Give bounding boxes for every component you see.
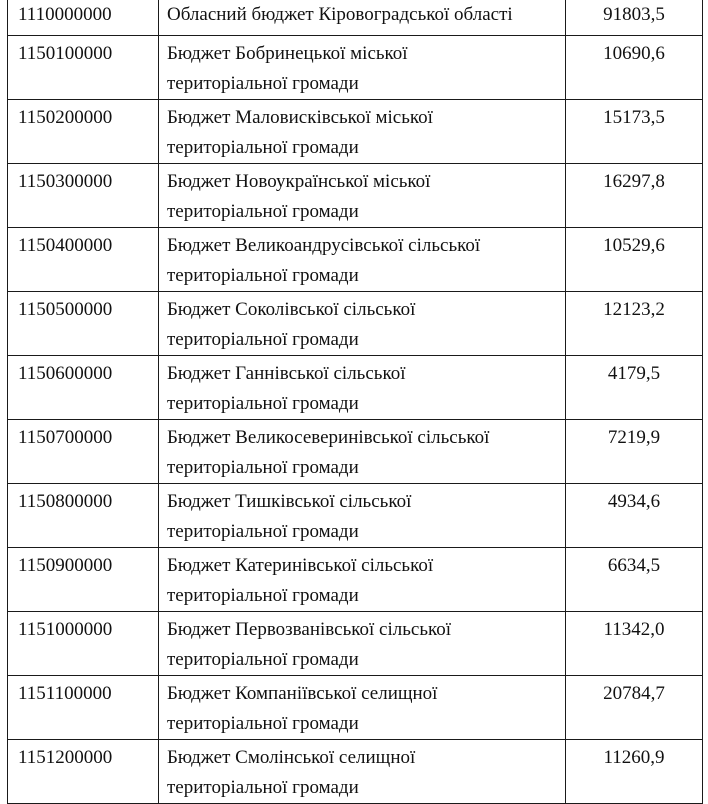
budget-name [159, 676, 566, 740]
budget-name-line-1: Бюджет Ганнівської сільської [167, 363, 406, 384]
budget-name [159, 0, 566, 36]
budget-name [159, 548, 566, 612]
budget-name-line-2: територіальної громади [167, 649, 359, 670]
budget-amount: 10529,6 [566, 228, 703, 292]
budget-amount: 16297,8 [566, 164, 703, 228]
budget-name-line-1: Бюджет Первозванівської сільської [167, 619, 452, 640]
budget-name-line-2: територіальної громади [167, 137, 359, 158]
table-row [8, 356, 703, 420]
budget-name-line-1: Обласний бюджет Кіровоградської області [167, 4, 513, 25]
budget-code: 1150100000 [8, 36, 159, 100]
budget-name [159, 420, 566, 484]
budget-name-line-2: територіальної громади [167, 521, 359, 542]
budget-code: 1150200000 [8, 100, 159, 164]
budget-name [159, 356, 566, 420]
table-row [8, 0, 703, 36]
budget-table [7, 0, 703, 804]
budget-amount: 6634,5 [566, 548, 703, 612]
table-row [8, 100, 703, 164]
budget-name [159, 164, 566, 228]
table-row [8, 164, 703, 228]
budget-name-line-1: Бюджет Бобринецької міської [167, 43, 408, 64]
table-row [8, 420, 703, 484]
budget-name-line-2: територіальної громади [167, 73, 359, 94]
budget-code: 1150900000 [8, 548, 159, 612]
budget-code: 1150400000 [8, 228, 159, 292]
budget-name-line-2: територіальної громади [167, 265, 359, 286]
budget-name-line-2: територіальної громади [167, 585, 359, 606]
budget-name [159, 612, 566, 676]
budget-name-line-1: Бюджет Соколівської сільської [167, 299, 416, 320]
budget-name [159, 36, 566, 100]
budget-name [159, 292, 566, 356]
table-row [8, 228, 703, 292]
budget-name [159, 228, 566, 292]
budget-amount: 4179,5 [566, 356, 703, 420]
budget-name [159, 484, 566, 548]
table-row [8, 548, 703, 612]
budget-name-line-2: територіальної громади [167, 329, 359, 350]
budget-name-line-1: Бюджет Великоандрусівської сільської [167, 235, 481, 256]
budget-name [159, 100, 566, 164]
table-row [8, 676, 703, 740]
budget-amount: 4934,6 [566, 484, 703, 548]
budget-name-line-1: Бюджет Новоукраїнської міської [167, 171, 431, 192]
budget-name-line-1: Бюджет Смолінської селищної [167, 747, 416, 768]
table-row [8, 740, 703, 804]
budget-amount: 11260,9 [566, 740, 703, 804]
budget-name-line-1: Бюджет Компаніївської селищної [167, 683, 438, 704]
budget-amount: 7219,9 [566, 420, 703, 484]
budget-code: 1150600000 [8, 356, 159, 420]
budget-code: 1150500000 [8, 292, 159, 356]
budget-name-line-2: територіальної громади [167, 713, 359, 734]
budget-amount: 15173,5 [566, 100, 703, 164]
budget-name-line-2: територіальної громади [167, 201, 359, 222]
table-row [8, 36, 703, 100]
table-row [8, 292, 703, 356]
budget-name-line-1: Бюджет Великосеверинівської сільської [167, 427, 490, 448]
budget-code: 1150800000 [8, 484, 159, 548]
budget-name-line-1: Бюджет Тишківської сільської [167, 491, 412, 512]
table-row [8, 484, 703, 548]
budget-name-line-2: територіальної громади [167, 393, 359, 414]
budget-amount: 11342,0 [566, 612, 703, 676]
budget-name [159, 740, 566, 804]
budget-code: 1151100000 [8, 676, 159, 740]
budget-code: 1150700000 [8, 420, 159, 484]
budget-name-line-1: Бюджет Катеринівської сільської [167, 555, 434, 576]
budget-name-line-2: територіальної громади [167, 777, 359, 798]
budget-code: 1150300000 [8, 164, 159, 228]
budget-amount: 10690,6 [566, 36, 703, 100]
budget-code: 1151000000 [8, 612, 159, 676]
budget-amount: 91803,5 [566, 0, 703, 36]
budget-name-line-1: Бюджет Маловисківської міської [167, 107, 433, 128]
budget-amount: 12123,2 [566, 292, 703, 356]
budget-amount: 20784,7 [566, 676, 703, 740]
budget-code: 1110000000 [8, 0, 159, 36]
budget-name-line-2: територіальної громади [167, 457, 359, 478]
table-row [8, 612, 703, 676]
budget-code: 1151200000 [8, 740, 159, 804]
